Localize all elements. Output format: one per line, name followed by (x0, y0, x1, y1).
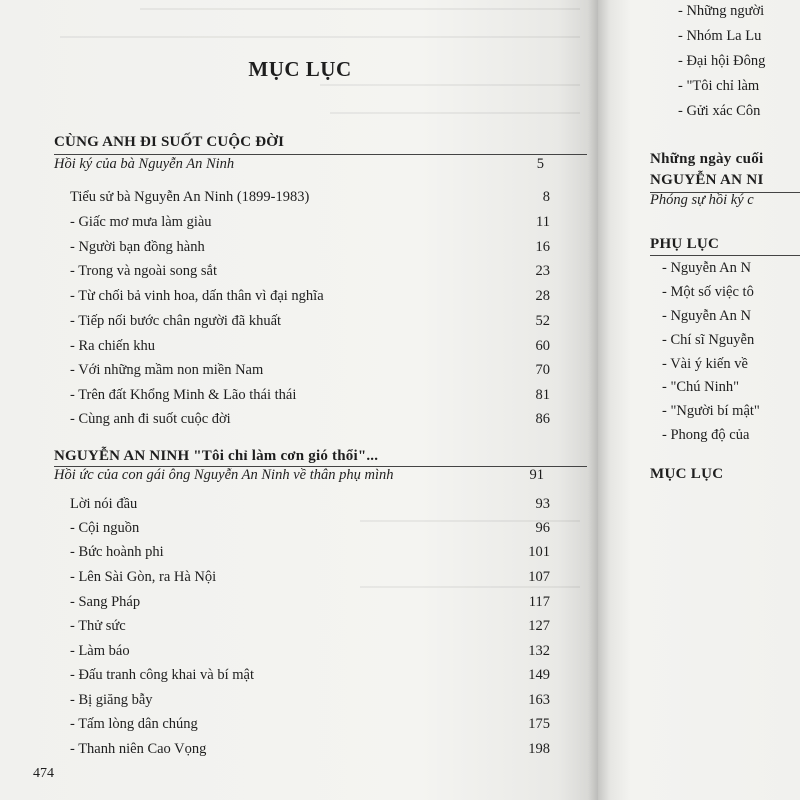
entry-label: Lời nói đầu (70, 496, 138, 512)
section-divider (54, 154, 587, 155)
toc-entry (70, 313, 550, 330)
appendix-item: - "Người bí mật" (662, 403, 760, 419)
entry-page: 52 (535, 313, 550, 329)
toc-entry (70, 692, 550, 709)
appendix-item: - Một số việc tô (662, 284, 754, 300)
entry-page: 28 (535, 288, 550, 304)
toc-entry (70, 189, 550, 206)
toc-entry (70, 214, 550, 231)
toc-entry: - "Tôi chỉ làm (678, 78, 760, 94)
toc-entry: - Đại hội Đông (678, 53, 766, 69)
bleed-through (140, 8, 580, 10)
section-heading: NGUYỄN AN NINH "Tôi chỉ làm cơn gió thổi"... (54, 448, 379, 464)
section-subtitle: Phóng sự hồi ký c (650, 192, 754, 208)
toc-entry (70, 741, 550, 758)
entry-page: 60 (535, 338, 550, 354)
toc-entry (70, 643, 550, 660)
toc-entry (70, 496, 550, 513)
toc-entry: - Nhóm La Lu (678, 28, 762, 44)
entry-page: 107 (528, 569, 550, 585)
entry-label: - Thử sức (70, 618, 126, 634)
entry-page: 175 (528, 716, 550, 732)
subtitle-text: Hồi ức của con gái ông Nguyễn An Ninh về thân phụ mình (54, 467, 394, 483)
entry-label: - Làm báo (70, 643, 130, 659)
entry-label: Tiểu sử bà Nguyễn An Ninh (1899-1983) (70, 189, 310, 205)
section-divider (650, 255, 800, 256)
toc-entry (70, 716, 550, 733)
entry-page: 101 (528, 544, 550, 560)
entry-label: - Đấu tranh công khai và bí mật (70, 667, 255, 683)
section-heading: NGUYỄN AN NI (650, 172, 764, 188)
toc-entry (70, 387, 550, 404)
bleed-through (330, 112, 580, 114)
entry-page: 163 (528, 692, 550, 708)
bleed-through (320, 84, 580, 86)
toc-entry (70, 667, 550, 684)
entry-label: - Thanh niên Cao Vọng (70, 741, 207, 757)
subtitle-page-number: 5 (536, 156, 544, 172)
subtitle-page-number: 91 (529, 467, 544, 483)
toc-heading: MỤC LỤC (650, 466, 724, 482)
entry-page: 127 (528, 618, 550, 634)
entry-label: - Tiếp nối bước chân người đã khuất (70, 313, 282, 329)
entry-label: - Trong và ngoài song sắt (70, 263, 218, 279)
bleed-through (360, 586, 580, 588)
toc-entry (70, 594, 550, 611)
toc-entry: - Gửi xác Côn (678, 103, 761, 119)
toc-entry (70, 362, 550, 379)
entry-label: - Sang Pháp (70, 594, 141, 610)
entry-page: 117 (528, 594, 550, 610)
section-subtitle (54, 156, 582, 173)
section-heading: CÙNG ANH ĐI SUỐT CUỘC ĐỜI (54, 134, 285, 150)
entry-label: - Bị giăng bẫy (70, 692, 153, 708)
appendix-item: - Chí sĩ Nguyễn (662, 332, 755, 348)
appendix-item: - Phong độ của (662, 427, 750, 443)
appendix-item: - Nguyễn An N (662, 260, 752, 276)
entry-label: - Từ chối bả vinh hoa, dấn thân vì đại nghĩa (70, 288, 324, 304)
entry-label: - Bức hoành phi (70, 544, 164, 560)
toc-entry (70, 411, 550, 428)
entry-label: - Cùng anh đi suốt cuộc đời (70, 411, 231, 427)
toc-entry (70, 544, 550, 561)
bleed-through (60, 36, 580, 38)
entry-page: 96 (535, 520, 550, 536)
appendix-item: - "Chú Ninh" (662, 379, 740, 395)
entry-label: - Tấm lòng dân chúng (70, 716, 198, 732)
entry-page: 23 (535, 263, 550, 279)
toc-entry (70, 618, 550, 635)
right-page (598, 0, 800, 800)
entry-page: 93 (535, 496, 550, 512)
appendix-item: - Nguyễn An N (662, 308, 752, 324)
entry-page: 198 (528, 741, 550, 757)
entry-page: 16 (535, 239, 550, 255)
entry-label: - Ra chiến khu (70, 338, 155, 354)
toc-entry (70, 239, 550, 256)
entry-label: - Lên Sài Gòn, ra Hà Nội (70, 569, 217, 585)
appendix-heading: PHỤ LỤC (650, 236, 720, 252)
page-number: 474 (33, 766, 54, 781)
section-heading: Những ngày cuối (650, 151, 764, 167)
toc-entry (70, 569, 550, 586)
entry-page: 11 (536, 214, 550, 230)
subtitle-text: Hồi ký của bà Nguyễn An Ninh (54, 156, 235, 172)
toc-entry (70, 288, 550, 305)
entry-label: - Trên đất Khổng Minh & Lão thái thái (70, 387, 297, 403)
toc-entry (70, 263, 550, 280)
entry-label: - Với những mầm non miền Nam (70, 362, 264, 378)
entry-page: 81 (535, 387, 550, 403)
entry-page: 149 (528, 667, 550, 683)
entry-page: 86 (535, 411, 550, 427)
toc-entry: - Những người (678, 3, 765, 19)
entry-label: - Cội nguồn (70, 520, 140, 536)
page-title: MỤC LỤC (248, 57, 352, 81)
toc-entry (70, 520, 550, 537)
entry-page: 70 (535, 362, 550, 378)
entry-page: 132 (528, 643, 550, 659)
toc-entry (70, 338, 550, 355)
entry-label: - Người bạn đồng hành (70, 239, 205, 255)
section-subtitle (54, 467, 582, 484)
appendix-item: - Vài ý kiến về (662, 356, 748, 372)
entry-page: 8 (542, 189, 550, 205)
entry-label: - Giấc mơ mưa làm giàu (70, 214, 212, 230)
